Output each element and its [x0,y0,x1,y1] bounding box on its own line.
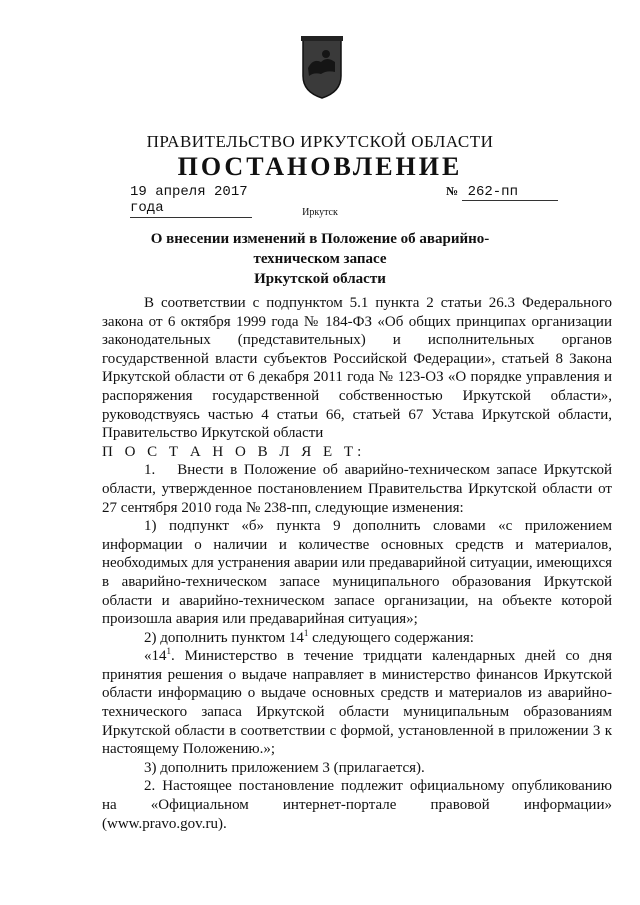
subitem-2-paragraph [102,629,612,648]
decree-word: П О С Т А Н О В Л Я Е Т: [102,443,366,460]
document-number-field [446,184,558,201]
item-1-text: Внести в Положение об аварийно-техническом запасе Иркутской области, утвержденное постановлением Правительства Иркутской области от 27 сентября 2010 года № 238-пп, следующие изменения: [102,462,612,516]
item-1-number: 1. [144,462,156,479]
subitem-2-text: 2) дополнить пунктом 14 [144,629,304,646]
preamble-paragraph: В соответствии с подпунктом 5.1 пункта 2 статьи 26.3 Федерального закона от 6 октября 1999 года № 184-ФЗ «Об общих принципах организации законодательных (представительных) и исполнительных органов государственной власти субъектов Российской Федерации», статьей 8 Закона Иркутской области от 6 декабря 2011 года № 123-ОЗ «О порядке управления и распоряжения государственной собственностью Иркутской области», руководствуясь частью 4 статьи 66, статьей 67 Устава Иркутской области, Правительство Иркутской области [102,295,612,442]
quoted-clause-text: . Министерство в течение тридцати календарных дней со дня принятия решения о выдаче направляет в министерство финансов Иркутской области информацию о выдаче основных средств и материалов из аварийно-технического запаса Иркутской области муниципальным образованиям Иркутской области в соответствии с формой, установленной в приложении 3 к настоящему Положению.»; [102,648,612,758]
number-sign: № [446,184,459,198]
coat-of-arms-emblem [297,36,347,100]
subject-line-1: О внесении изменений в Положение об аварийно-техническом запасе [150,231,490,267]
document-type: ПОСТАНОВЛЕНИЕ [177,152,463,181]
subject-line-2: Иркутской области [254,271,386,287]
superscript: 1 [303,627,309,638]
subitem-2-text-end: следующего содержания: [308,629,474,646]
subitem-3-paragraph: 3) дополнить приложением 3 (прилагается). [144,759,425,776]
document-date: 19 апреля 2017 года [130,184,252,218]
city: Иркутск [302,207,338,218]
government-name: ПРАВИТЕЛЬСТВО ИРКУТСКОЙ ОБЛАСТИ [146,132,494,151]
quoted-clause-start: «14 [144,648,167,665]
subitem-1-paragraph: 1) подпункт «б» пункта 9 дополнить словами «с приложением информации о наличии и количестве основных средств и материалов, необходимых для устранения аварии или предаварийной ситуации, имеющихся в аварийно-техническом запасе муниципального образования Иркутской области и аварийно-техническом запасе организации, на объекте которой произошла авария или предаварийная ситуация»; [102,518,612,628]
superscript: 1 [166,646,171,657]
item-2-paragraph: 2. Настоящее постановление подлежит официальному опубликованию на «Официальном интернет-портале правовой информации» (www.pravo.gov.ru). [102,778,612,832]
quoted-clause-paragraph [102,647,612,759]
document-body [102,294,612,833]
item-1-paragraph [102,461,612,517]
document-subject [120,229,520,289]
document-number: 262-пп [462,184,558,201]
